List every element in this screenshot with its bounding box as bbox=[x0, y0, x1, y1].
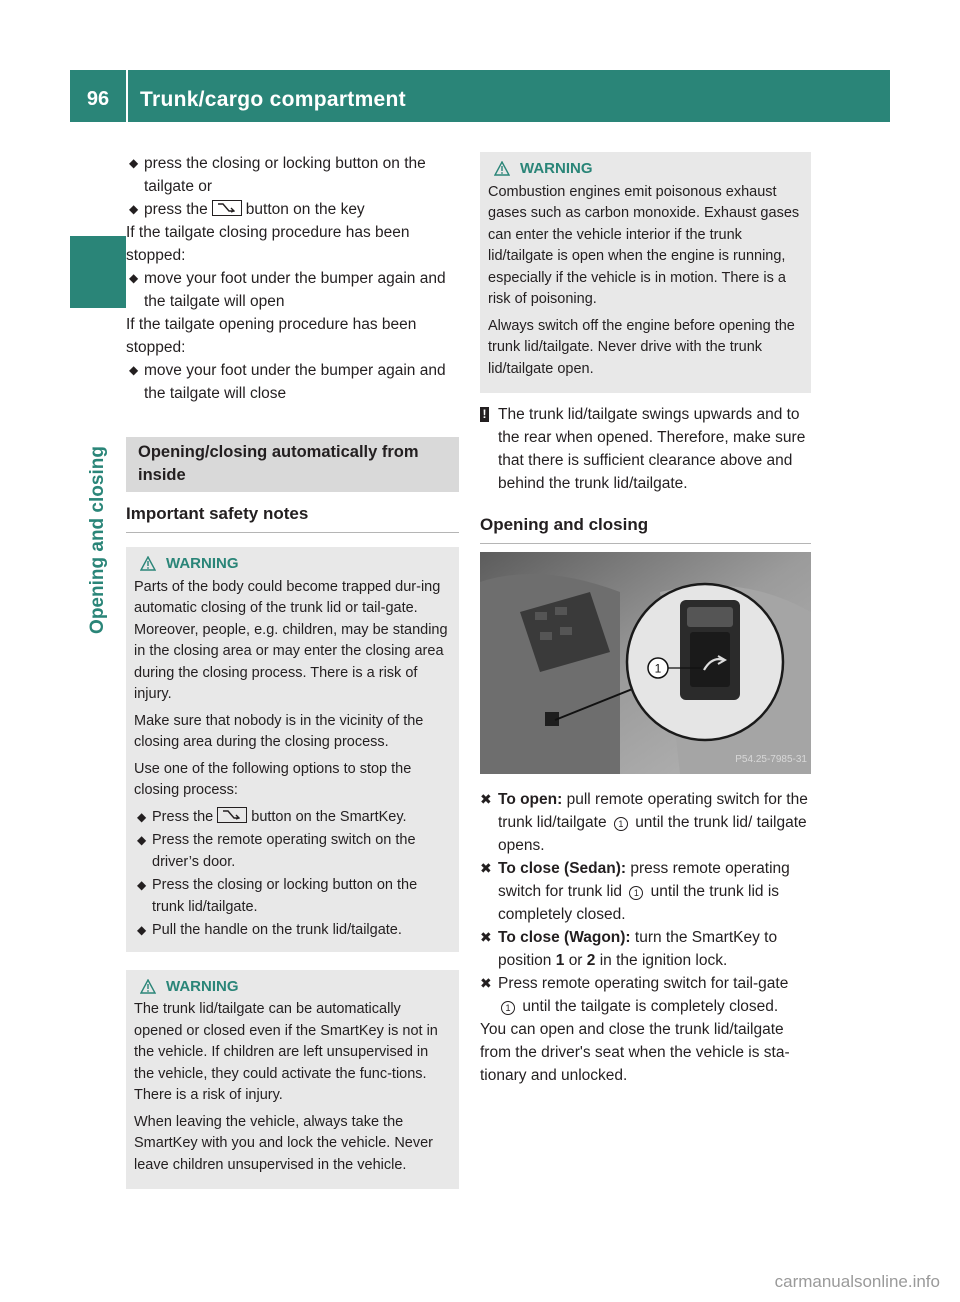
instruction-step bbox=[480, 788, 811, 857]
page-number: 96 bbox=[86, 88, 110, 110]
step-arrow-icon: ✖ bbox=[480, 975, 492, 991]
watermark: carmanualsonline.info bbox=[774, 1272, 940, 1291]
step-label: To open: bbox=[498, 791, 563, 808]
paragraph: Always switch off the engine before opening the trunk lid/tailgate. Never drive with the trunk lid/tailgate open. bbox=[488, 317, 795, 377]
list-item-text: move your foot under the bumper again and the tailgate will close bbox=[144, 362, 446, 402]
warning-header bbox=[488, 158, 803, 180]
list-item-text: Press the closing or locking button on the trunk lid/tailgate. bbox=[152, 877, 418, 915]
right-column bbox=[480, 152, 811, 1087]
header-divider bbox=[126, 70, 128, 122]
list-item bbox=[126, 359, 459, 405]
paragraph: Parts of the body could become trapped dur-ing automatic closing of the trunk lid or tail-gate. Moreover, people, e.g. children, may be standing in the closing area or may enter the closing area during the closing process. There is a risk of injury. bbox=[134, 578, 448, 702]
list-item-text: Pull the handle on the trunk lid/tailgate. bbox=[152, 922, 402, 938]
paragraph: You can open and close the trunk lid/tailgate from the driver's seat when the vehicle is sta-tionary and unlocked. bbox=[480, 1021, 790, 1084]
bullet-icon: ◆ bbox=[129, 202, 139, 216]
warning-triangle-icon bbox=[140, 979, 156, 994]
chapter-tab-marker bbox=[70, 236, 126, 308]
list-item bbox=[134, 807, 451, 829]
section-heading: Opening and closing bbox=[480, 513, 811, 544]
warning-box bbox=[126, 970, 459, 1190]
paragraph: Make sure that nobody is in the vicinity of the closing area during the closing process. bbox=[134, 712, 424, 750]
step-arrow-icon: ✖ bbox=[480, 791, 492, 807]
step-text: until the trunk lid/ tailgate opens. bbox=[498, 814, 807, 854]
list-item bbox=[126, 198, 459, 221]
step-text: Press remote operating switch for tail-gate bbox=[498, 975, 789, 992]
bullet-icon: ◆ bbox=[129, 363, 139, 377]
instruction-list bbox=[480, 788, 811, 1018]
step-text: pull remote operating switch for the trunk lid/tailgate bbox=[498, 791, 808, 831]
list-item-text: press the bbox=[144, 201, 208, 218]
list-item bbox=[134, 920, 451, 942]
warning-triangle-icon bbox=[140, 556, 156, 571]
step-text: or bbox=[568, 952, 583, 969]
figure-code: P54.25-7985-31 bbox=[735, 754, 807, 765]
warning-triangle-icon bbox=[494, 161, 510, 176]
warning-title: WARNING bbox=[520, 160, 593, 177]
left-column bbox=[126, 152, 459, 1189]
paragraph: Use one of the following options to stop the closing process: bbox=[134, 760, 412, 798]
list-item-text: Press the remote operating switch on the driver’s door. bbox=[152, 832, 416, 870]
callout-ref-icon: 1 bbox=[501, 1001, 515, 1015]
position-value: 2 bbox=[586, 952, 596, 969]
instruction-step bbox=[480, 926, 811, 972]
step-text: in the ignition lock. bbox=[599, 952, 728, 969]
step-text: press remote operating switch for trunk lid bbox=[498, 860, 790, 900]
paragraph: Combustion engines emit poisonous exhaust gases such as carbon monoxide. Exhaust gases can enter the vehicle interior if the trunk lid/tailgate is open when the engine is running, especially if the vehicle is in motion. There is a risk of poisoning. bbox=[488, 183, 800, 307]
step-arrow-icon: ✖ bbox=[480, 860, 492, 876]
list-item-text: press the closing or locking button on the tailgate or bbox=[144, 155, 426, 195]
section-heading: Important safety notes bbox=[126, 502, 459, 533]
step-text: turn the SmartKey to position bbox=[498, 929, 778, 969]
step-arrow-icon: ✖ bbox=[480, 929, 492, 945]
paragraph: If the tailgate opening procedure has been stopped: bbox=[126, 316, 417, 356]
warning-title: WARNING bbox=[166, 555, 239, 572]
paragraph: If the tailgate closing procedure has been stopped: bbox=[126, 224, 410, 264]
instruction-step bbox=[480, 972, 811, 1018]
callout-ref-icon: 1 bbox=[614, 817, 628, 831]
step-text: until the tailgate is completely closed. bbox=[522, 998, 779, 1015]
step-text: until the trunk lid is completely closed. bbox=[498, 883, 780, 923]
warning-header bbox=[134, 976, 451, 998]
chapter-tab-label: Opening and closing bbox=[87, 446, 108, 634]
switch-photo bbox=[480, 552, 811, 774]
bullet-icon: ◆ bbox=[137, 833, 147, 847]
warning-box bbox=[126, 547, 459, 952]
subsection-heading: Opening/closing automatically from inside bbox=[126, 437, 459, 492]
paragraph: When leaving the vehicle, always take the SmartKey with you and lock the vehicle. Never leave children unsupervised in the vehicle. bbox=[134, 1113, 433, 1173]
list-item bbox=[134, 830, 451, 873]
bullet-icon: ◆ bbox=[129, 271, 139, 285]
list-item-text: button on the SmartKey. bbox=[251, 808, 407, 825]
list-item bbox=[126, 152, 459, 198]
bullet-icon: ◆ bbox=[137, 809, 147, 824]
paragraph: The trunk lid/tailgate can be automatically opened or closed even if the SmartKey is not in the vehicle. If children are left unsupervised in the vehicle, they could activate the func-tions. There is a risk of injury. bbox=[134, 1001, 438, 1103]
bullet-icon: ◆ bbox=[137, 923, 147, 937]
list-item bbox=[126, 267, 459, 313]
note bbox=[480, 403, 811, 495]
bullet-icon: ◆ bbox=[137, 878, 147, 892]
note-text: The trunk lid/tailgate swings upwards and to the rear when opened. Therefore, make sure that there is sufficient clearance above and behind the trunk lid/tailgate. bbox=[498, 406, 806, 492]
list-item-text: Press the bbox=[152, 808, 214, 825]
warning-title: WARNING bbox=[166, 977, 239, 995]
list-item-text: move your foot under the bumper again and the tailgate will open bbox=[144, 270, 446, 310]
trunk-key-icon bbox=[217, 807, 247, 823]
bullet-icon: ◆ bbox=[129, 156, 139, 170]
door-switch-illustration bbox=[480, 552, 811, 774]
callout-number: 1 bbox=[654, 661, 662, 676]
callout-ref-icon: 1 bbox=[629, 886, 643, 900]
list-item bbox=[134, 875, 451, 918]
instruction-step bbox=[480, 857, 811, 926]
step-label: To close (Wagon): bbox=[498, 929, 631, 946]
trunk-key-icon bbox=[212, 200, 242, 216]
page-header bbox=[70, 70, 890, 122]
step-label: To close (Sedan): bbox=[498, 860, 627, 877]
position-value: 1 bbox=[555, 952, 565, 969]
exclamation-icon: ! bbox=[480, 407, 489, 422]
page-title: Trunk/cargo compartment bbox=[140, 88, 406, 111]
warning-header bbox=[134, 553, 451, 575]
list-item-text: button on the key bbox=[245, 201, 365, 218]
warning-box bbox=[480, 152, 811, 393]
